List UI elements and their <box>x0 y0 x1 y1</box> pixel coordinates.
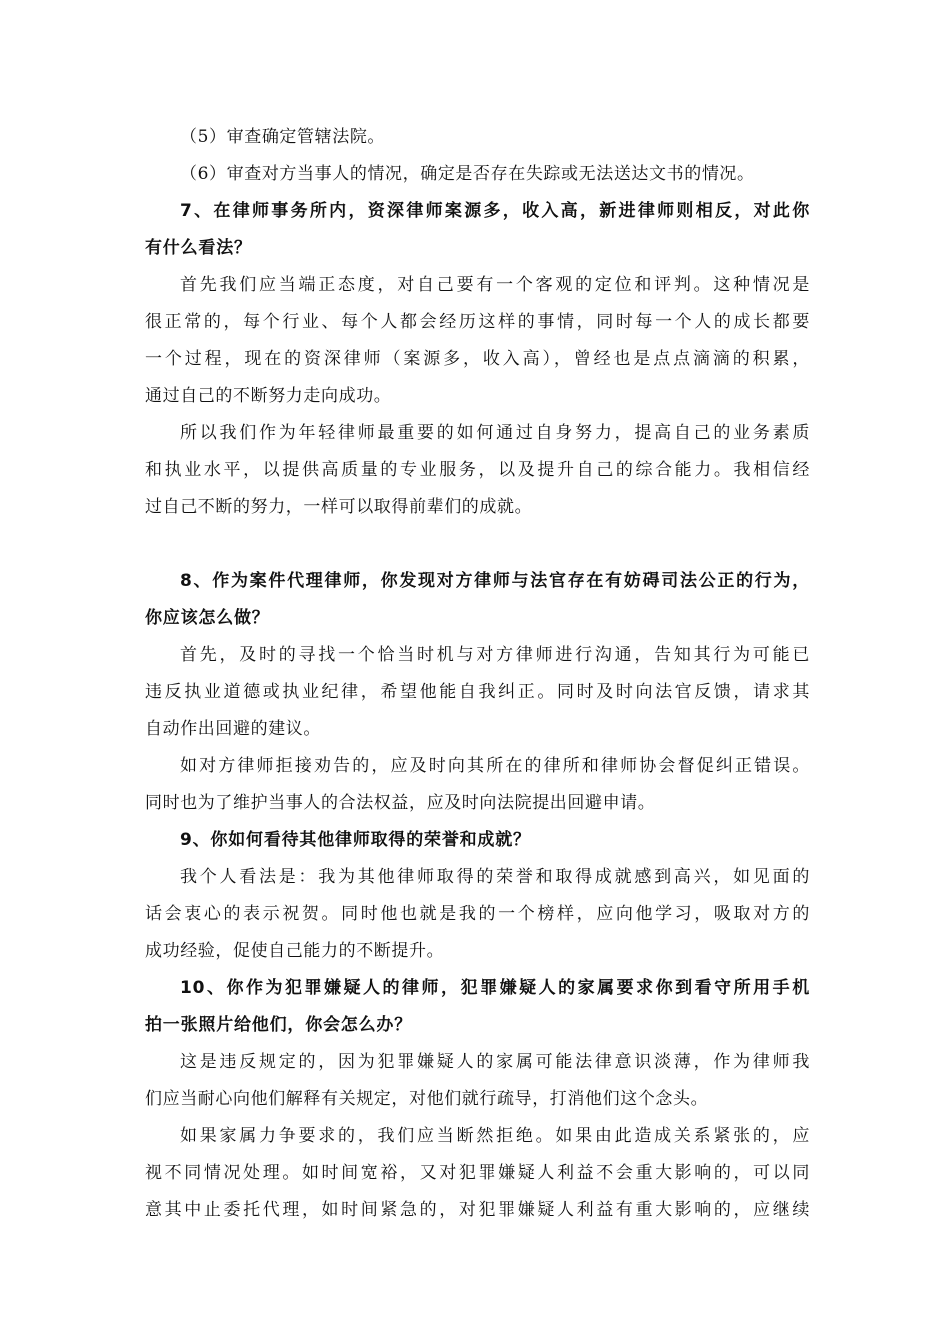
paragraph-line: 和执业水平，以提供高质量的专业服务，以及提升自己的综合能力。我相信经 <box>145 460 810 480</box>
paragraph-line: 我个人看法是：我为其他律师取得的荣誉和取得成就感到高兴，如见面的 <box>180 867 810 887</box>
question-heading: 有什么看法？ <box>145 238 252 258</box>
question-heading: 7、在律师事务所内，资深律师案源多，收入高，新进律师则相反，对此你 <box>180 201 810 221</box>
paragraph-line: （5）审查确定管辖法院。 <box>180 127 386 147</box>
question-heading: 拍一张照片给他们，你会怎么办？ <box>145 1015 412 1035</box>
paragraph-line: 意其中止委托代理，如时间紧急的，对犯罪嫌疑人利益有重大影响的，应继续 <box>145 1200 810 1220</box>
paragraph-line: 所以我们作为年轻律师最重要的如何通过自身努力，提高自己的业务素质 <box>180 423 810 443</box>
paragraph-line: 如果家属力争要求的，我们应当断然拒绝。如果由此造成关系紧张的，应 <box>180 1126 810 1146</box>
paragraph-line: 违反执业道德或执业纪律，希望他能自我纠正。同时及时向法官反馈，请求其 <box>145 682 810 702</box>
question-heading: 你应该怎么做？ <box>145 608 270 628</box>
paragraph-line: 这是违反规定的，因为犯罪嫌疑人的家属可能法律意识淡薄，作为律师我 <box>180 1052 810 1072</box>
paragraph-line: 如对方律师拒接劝告的，应及时向其所在的律所和律师协会督促纠正错误。 <box>180 756 810 776</box>
paragraph-line: 过自己不断的努力，一样可以取得前辈们的成就。 <box>145 497 533 517</box>
paragraph-line: 首先，及时的寻找一个恰当时机与对方律师进行沟通，告知其行为可能已 <box>180 645 810 665</box>
paragraph-line: 很正常的，每个行业、每个人都会经历这样的事情，同时每一个人的成长都要 <box>145 312 810 332</box>
paragraph-line: 一个过程，现在的资深律师（案源多，收入高），曾经也是点点滴滴的积累， <box>145 349 810 369</box>
paragraph-line: 自动作出回避的建议。 <box>145 719 321 739</box>
paragraph-line: （6）审查对方当事人的情况，确定是否存在失踪或无法送达文书的情况。 <box>180 164 755 184</box>
paragraph-line: 们应当耐心向他们解释有关规定，对他们就行疏导，打消他们这个念头。 <box>145 1089 709 1109</box>
paragraph-line: 同时也为了维护当事人的合法权益，应及时向法院提出回避申请。 <box>145 793 656 813</box>
paragraph-line: 通过自己的不断努力走向成功。 <box>145 386 392 406</box>
question-heading: 8、作为案件代理律师，你发现对方律师与法官存在有妨碍司法公正的行为， <box>180 571 810 591</box>
paragraph-line: 首先我们应当端正态度，对自己要有一个客观的定位和评判。这种情况是 <box>180 275 810 295</box>
paragraph-line: 视不同情况处理。如时间宽裕，又对犯罪嫌疑人利益不会重大影响的，可以同 <box>145 1163 810 1183</box>
question-heading: 10、你作为犯罪嫌疑人的律师，犯罪嫌疑人的家属要求你到看守所用手机 <box>180 978 810 998</box>
paragraph-line: 话会衷心的表示祝贺。同时他也就是我的一个榜样，应向他学习，吸取对方的 <box>145 904 810 924</box>
question-heading: 9、你如何看待其他律师取得的荣誉和成就？ <box>180 830 531 850</box>
paragraph-line: 成功经验，促使自己能力的不断提升。 <box>145 941 445 961</box>
